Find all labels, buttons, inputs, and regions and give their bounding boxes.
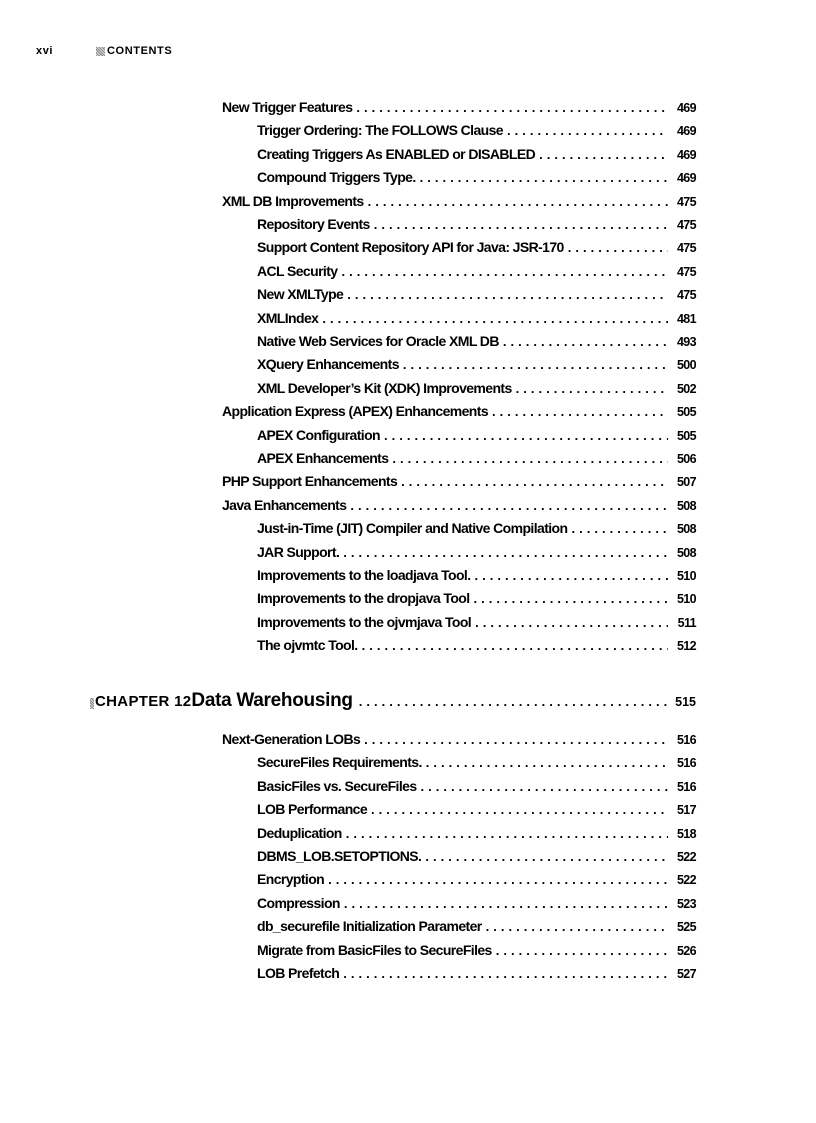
toc-entry-title: DBMS_LOB.SETOPTIONS. <box>257 848 422 864</box>
toc-entry-page: 469 <box>676 124 696 139</box>
toc-entry-title: Trigger Ordering: The FOLLOWS Clause <box>257 122 503 139</box>
dot-leader <box>346 826 668 841</box>
toc-entry-page: 523 <box>676 896 696 911</box>
dot-leader <box>384 428 668 443</box>
toc-entry-page: 505 <box>676 428 696 443</box>
dot-leader <box>347 287 668 302</box>
toc-entry <box>222 403 696 423</box>
dot-leader <box>322 311 668 326</box>
toc-entry <box>257 520 696 540</box>
toc-entry-page: 475 <box>676 288 696 303</box>
dot-leader <box>503 334 668 349</box>
toc-entry-title: db_securefile Initialization Parameter <box>257 918 482 935</box>
toc-entry <box>257 286 696 306</box>
toc-entry-page: 500 <box>676 358 696 373</box>
dot-leader <box>539 147 668 162</box>
toc-entry-page: 511 <box>677 615 696 630</box>
toc-entry-title: Just-in-Time (JIT) Compiler and Native Compilation <box>257 520 568 537</box>
toc-entry-title: Application Express (APEX) Enhancements <box>222 403 489 420</box>
dot-leader <box>356 100 668 115</box>
toc-entry <box>257 778 696 798</box>
dot-leader <box>401 474 668 489</box>
toc-entry <box>257 333 696 353</box>
toc-entry-page: 516 <box>676 756 696 771</box>
toc-entry-title: Next-Generation LOBs <box>222 731 361 747</box>
toc-entry-title: XMLIndex <box>257 309 319 326</box>
toc-entry-page: 506 <box>676 452 696 466</box>
toc-entry-title: Support Content Repository API for Java: JSR-170 <box>257 239 564 256</box>
toc-entry-title: APEX Configuration <box>257 426 380 443</box>
toc-entry <box>222 473 696 493</box>
toc-entry-page: 493 <box>676 335 696 349</box>
toc-entry <box>257 427 696 447</box>
toc-entry-title: SecureFiles Requirements. <box>257 754 422 771</box>
toc-entry-title: Compound Triggers Type. <box>257 169 416 186</box>
toc-entry-title: New Trigger Features <box>222 99 353 115</box>
toc-entry <box>257 918 696 938</box>
toc-entry-title: Encryption <box>257 871 325 888</box>
header-marker-icon <box>96 47 105 56</box>
toc-entry-page: 469 <box>676 147 696 162</box>
toc-entry <box>257 614 696 634</box>
toc-entry-page: 502 <box>676 381 696 396</box>
toc-entry <box>257 122 696 142</box>
dot-leader <box>516 381 668 396</box>
toc-entry <box>257 895 696 915</box>
toc-entry-page: 508 <box>676 545 696 560</box>
toc-entry <box>257 801 696 821</box>
toc-entry <box>257 356 696 376</box>
toc-entry-title: Improvements to the dropjava Tool <box>257 590 470 607</box>
toc-entry <box>257 380 696 400</box>
toc-entry-title: ACL Security <box>257 262 338 279</box>
toc-entry-title: JAR Support. <box>257 543 340 560</box>
dot-leader <box>350 498 668 513</box>
toc-entry-page: 469 <box>676 171 696 186</box>
header-section-title: CONTENTS <box>107 45 173 57</box>
toc-entry-page: 507 <box>676 475 696 490</box>
toc-entry-page: 518 <box>676 826 696 841</box>
dot-leader <box>392 451 668 466</box>
dot-leader <box>420 170 668 185</box>
toc-entry <box>257 263 696 283</box>
toc-entry <box>257 942 696 962</box>
toc-entry-page: 516 <box>676 779 696 794</box>
toc-entry-title: PHP Support Enhancements <box>222 473 398 490</box>
dot-leader <box>474 591 668 606</box>
dot-leader <box>507 123 668 138</box>
toc-entry <box>257 216 696 236</box>
chapter-heading <box>90 690 696 716</box>
toc-entry <box>257 450 696 470</box>
toc-entry-title: LOB Prefetch <box>257 965 340 981</box>
toc-entry-title: XML Developer’s Kit (XDK) Improvements <box>257 379 512 396</box>
dot-leader <box>425 849 668 864</box>
chapter-page: 515 <box>675 695 696 709</box>
toc-entry-page: 481 <box>676 311 696 326</box>
dot-leader <box>496 943 668 958</box>
dot-leader <box>341 264 668 279</box>
dot-leader <box>328 872 668 887</box>
toc-entry-title: New XMLType <box>257 286 344 303</box>
dot-leader <box>374 217 668 232</box>
dot-leader <box>568 240 668 255</box>
toc-entry <box>257 965 696 985</box>
dot-leader <box>475 615 668 630</box>
dot-leader <box>492 404 668 419</box>
toc-entry-page: 510 <box>676 592 696 607</box>
toc-entry <box>257 567 696 587</box>
toc-entry-page: 525 <box>676 920 696 935</box>
toc-entry <box>222 99 696 119</box>
dot-leader <box>343 966 668 981</box>
dot-leader <box>362 638 668 653</box>
toc-entry <box>257 239 696 259</box>
toc-entry <box>257 590 696 610</box>
toc-entry-page: 522 <box>676 873 696 888</box>
toc-entry-page: 475 <box>676 218 696 232</box>
dot-leader <box>475 568 669 583</box>
dot-leader <box>371 802 668 817</box>
chapter-title: Data Warehousing <box>191 690 353 711</box>
toc-entry <box>257 169 696 189</box>
toc-entry-title: LOB Performance <box>257 801 368 818</box>
toc-entry-page: 475 <box>676 241 696 256</box>
dot-leader <box>571 521 668 536</box>
dot-leader <box>426 755 668 770</box>
toc-entry-title: Migrate from BasicFiles to SecureFiles <box>257 941 492 958</box>
running-header <box>36 44 172 58</box>
toc-entry-page: 512 <box>676 639 696 654</box>
toc-entry <box>257 871 696 891</box>
toc-entry-title: Creating Triggers As ENABLED or DISABLED <box>257 145 536 162</box>
toc-entry <box>257 848 696 868</box>
chapter-marker-icon <box>90 698 94 709</box>
dot-leader <box>359 694 669 709</box>
toc-entry-page: 475 <box>676 264 696 279</box>
toc-entry-page: 475 <box>676 194 696 209</box>
dot-leader <box>486 919 668 934</box>
toc-entry-page: 508 <box>676 522 696 537</box>
toc-entry-page: 522 <box>676 850 696 864</box>
dot-leader <box>364 732 668 747</box>
toc-entry-title: Improvements to the ojvmjava Tool <box>257 613 472 630</box>
toc-entry <box>222 497 696 517</box>
toc-entry <box>222 731 696 751</box>
toc-entry-title: XQuery Enhancements <box>257 356 399 373</box>
toc-entry-page: 516 <box>676 733 696 747</box>
toc-entry <box>257 310 696 330</box>
toc-entry <box>222 193 696 213</box>
toc-entry-page: 527 <box>676 967 696 981</box>
toc-entry-title: Native Web Services for Oracle XML DB <box>257 333 499 349</box>
toc-entry-page: 505 <box>676 405 696 420</box>
toc-entry-page: 517 <box>676 803 696 818</box>
toc-entry-title: Deduplication <box>257 824 342 841</box>
toc-entry-title: The ojvmtc Tool. <box>257 637 358 654</box>
toc-entry <box>257 825 696 845</box>
toc-entry-title: XML DB Improvements <box>222 192 364 209</box>
toc-entry <box>257 637 696 657</box>
toc-entry-title: Improvements to the loadjava Tool. <box>257 567 471 583</box>
toc-entry <box>257 754 696 774</box>
toc-entry-title: Compression <box>257 894 340 911</box>
toc-entry <box>257 146 696 166</box>
toc-entry-page: 469 <box>676 101 696 115</box>
page-number: xvi <box>36 45 54 57</box>
chapter-label: CHAPTER 12 <box>95 693 192 710</box>
toc-entry <box>257 544 696 564</box>
dot-leader <box>421 779 668 794</box>
toc-entry-page: 510 <box>676 569 696 583</box>
dot-leader <box>368 194 668 209</box>
dot-leader <box>344 896 668 911</box>
dot-leader <box>343 545 668 560</box>
dot-leader <box>403 357 668 372</box>
toc-entry-page: 508 <box>676 498 696 513</box>
toc-entry-page: 526 <box>676 943 696 958</box>
toc-entry-title: APEX Enhancements <box>257 450 389 466</box>
toc-entry-title: Java Enhancements <box>222 496 347 513</box>
toc-entry-title: BasicFiles vs. SecureFiles <box>257 777 417 794</box>
toc-entry-title: Repository Events <box>257 216 370 232</box>
